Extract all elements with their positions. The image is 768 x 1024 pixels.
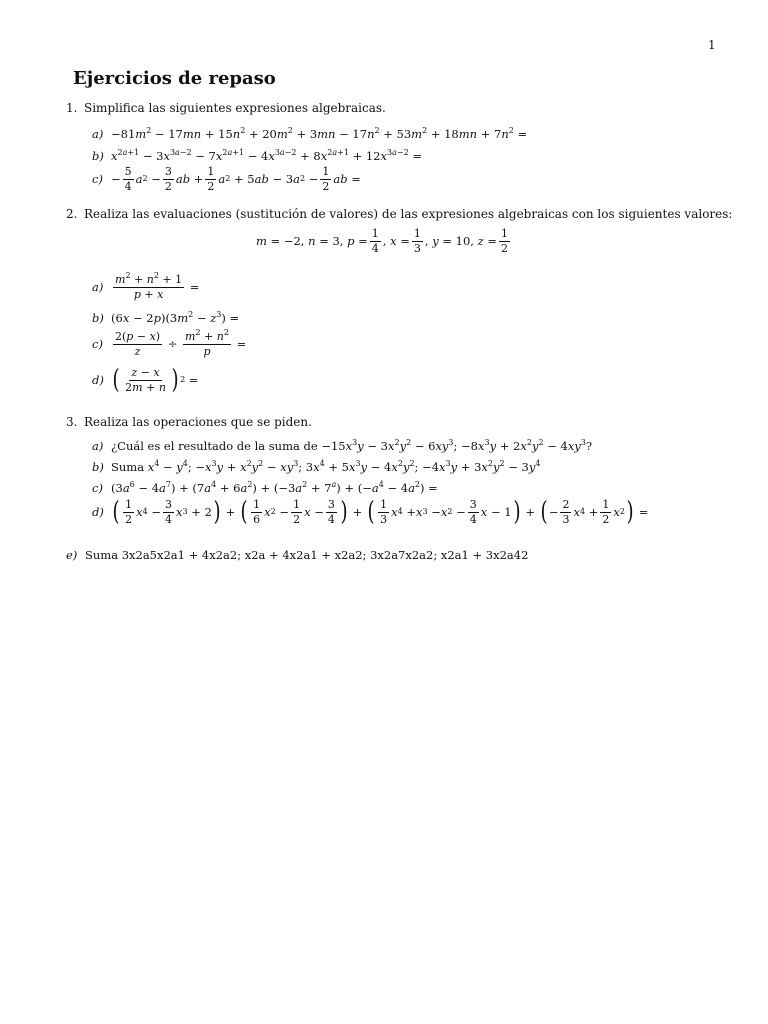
exercise-1a: a) $-81m^2 - 17mn + 15n^2 + 20m^2 + 3mn - 17n^2 + 53m^2 + 18mn + 7n^2$ = bbox=[92, 126, 528, 141]
exercise-1b: b) $x^{2a+1} - 3x^{3a-2} - 7x^{2a+1} - 4x^{3a-2} + 8x^{2a+1} + 12x^{3a-2}$ = bbox=[92, 148, 422, 163]
expression-2a: $m^2 + n^2 + 1$ p + x = bbox=[115, 271, 200, 301]
expression-1b: $x^{2a+1} - 3x^{3a-2} - 7x^{2a+1} - 4x^{3a-2} + 8x^{2a+1} + 12x^{3a-2}$ = bbox=[111, 148, 422, 163]
expression-3d: ( 1 2 x 4 − 3 4 x 3 + 2 ) + ( 1 6 x 2 − 1 2 x − 3 4 ) + ( 1 3 x 4 + x 3 − x 2 − 3 4 x − 1 ) + ( − 2 3 x 4 + 1 2 x 2 ) = bbox=[112, 496, 649, 527]
expression-3a: $-15x^3y - 3x^2y^2 - 6xy^3$; $-8x^3y + 2x^2y^2 - 4xy^3$? bbox=[317, 438, 593, 453]
expression-2d: ( z − x 2m + n ) 2 = bbox=[112, 364, 199, 395]
exercise-1c: c) − 5 4 a 2 − 3 2 ab + 1 2 a 2 + 5 ab − 3 a 2 − 1 2 ab = bbox=[92, 165, 361, 193]
expression-3c: $(3a^6 - 4a^7) + (7a^4 + 6a^2) + (-3a^2 + 7^a) + (-a^4 - 4a^2)$ = bbox=[111, 480, 438, 495]
question-3: 3. Realiza las operaciones que se piden. bbox=[66, 415, 312, 429]
exercise-3b: b) Suma $x^4 - y^4$; $-x^3y + x^2y^2 - xy^3$; $3x^4 + 5x^3y - 4x^2y^2$; $-4x^3y + 3x^2y^2 - 3y^4$ bbox=[92, 459, 541, 474]
question-2: 2. Realiza las evaluaciones (sustitución de valores) de las expresiones algebraicas con los siguientes valores: bbox=[66, 207, 733, 221]
exercise-2b: b) $(6x - 2p)(3m^2 - z^3)$ = bbox=[92, 310, 240, 325]
expression-2b: $(6x - 2p)(3m^2 - z^3)$ = bbox=[111, 310, 240, 325]
expression-2c: 2(p − x) z ÷ $m^2 + n^2$ p = bbox=[115, 328, 247, 358]
given-values: m = −2, n = 3, p = $\frac{1}{4}$ , x = $\frac{1}{3}$ , y = 10, z = $\frac{1}{2}$ bbox=[256, 227, 508, 255]
question-1: 1. Simplifica las siguientes expresiones algebraicas. bbox=[66, 101, 386, 115]
page-title: Ejercicios de repaso bbox=[73, 68, 276, 89]
page-number: 1 bbox=[708, 38, 716, 52]
expression-3e: Suma 3x2a5x2a1 + 4x2a2; x2a + 4x2a1 + x2a2; 3x2a7x2a2; x2a1 + 3x2a42 bbox=[85, 548, 529, 562]
exercise-3a: a) ¿Cuál es el resultado de la suma de $-15x^3y - 3x^2y^2 - 6xy^3$; $-8x^3y + 2x^2y^2 - 4xy^3$? bbox=[92, 438, 593, 453]
expression-1c: − 5 4 a 2 − 3 2 ab + 1 2 a 2 + 5 ab − 3 a 2 − 1 2 ab = bbox=[111, 165, 361, 193]
question-1-text: Simplifica las siguientes expresiones algebraicas. bbox=[84, 101, 386, 115]
expression-3b: $x^4 - y^4$; $-x^3y + x^2y^2 - xy^3$; $3x^4 + 5x^3y - 4x^2y^2$; $-4x^3y + 3x^2y^2 - 3y^4$ bbox=[147, 459, 541, 474]
exercise-2d: d) ( z − x 2m + n ) 2 = bbox=[92, 364, 199, 395]
exercise-2c: c) 2(p − x) z ÷ $m^2 + n^2$ p = bbox=[92, 328, 247, 358]
exercise-3e: e) Suma 3x2a5x2a1 + 4x2a2; x2a + 4x2a1 + x2a2; 3x2a7x2a2; x2a1 + 3x2a42 bbox=[66, 548, 529, 562]
exercise-2a: a) $m^2 + n^2 + 1$ p + x = bbox=[92, 271, 200, 301]
expression-1a: $-81m^2 - 17mn + 15n^2 + 20m^2 + 3mn - 17n^2 + 53m^2 + 18mn + 7n^2$ = bbox=[111, 126, 528, 141]
question-2-text: Realiza las evaluaciones (sustitución de valores) de las expresiones algebraicas con los siguientes valores: bbox=[84, 207, 733, 221]
question-3-text: Realiza las operaciones que se piden. bbox=[84, 415, 312, 429]
exercise-3c: c) $(3a^6 - 4a^7) + (7a^4 + 6a^2) + (-3a^2 + 7^a) + (-a^4 - 4a^2)$ = bbox=[92, 480, 438, 495]
exercise-3d: d) ( 1 2 x 4 − 3 4 x 3 + 2 ) + ( 1 6 x 2 − 1 2 x − 3 4 ) + ( 1 3 x 4 + x 3 − x 2 − 3 4 x − 1 ) + ( − 2 3 x 4 + 1 2 x 2 ) = bbox=[92, 496, 649, 527]
